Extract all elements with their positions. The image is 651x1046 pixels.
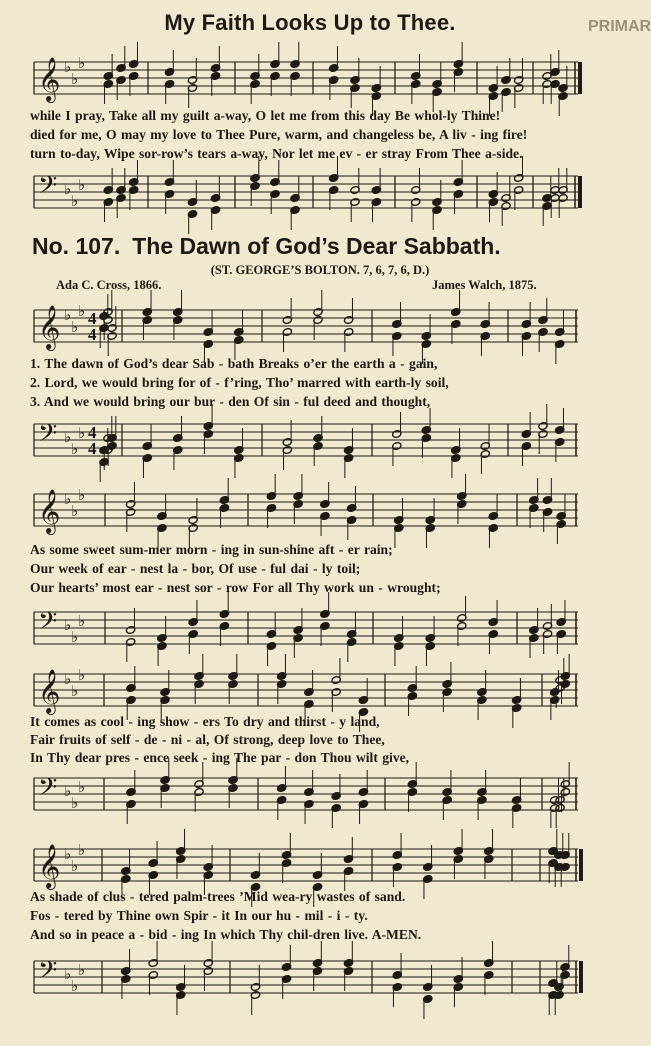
key-flat: ♭ bbox=[78, 961, 86, 979]
previous-hymn-title: My Faith Looks Up to Thee. bbox=[164, 10, 456, 35]
bass-clef: 𝄢 bbox=[38, 607, 58, 642]
key-flat: ♭ bbox=[71, 318, 79, 336]
time-signature: 4 bbox=[88, 325, 97, 344]
lyric-verse-2: 2. Lord, we would bring for of - f’ring, Tho’ marred with earth-ly soil, bbox=[30, 375, 449, 390]
lyric-verse-2: Fair fruits of self - de - ni - al, Of strong, deep love to Thee, bbox=[30, 732, 385, 747]
treble-clef: 𝄞 bbox=[38, 305, 61, 349]
key-flat: ♭ bbox=[71, 682, 79, 700]
treble-clef: 𝄞 bbox=[38, 844, 61, 888]
treble-staff bbox=[30, 48, 590, 108]
key-flat: ♭ bbox=[64, 782, 72, 800]
lyric-verse-2: Fos - tered by Thine own Spir - it In our hu - mil - i - ty. bbox=[30, 908, 368, 923]
key-flat: ♭ bbox=[64, 845, 72, 863]
key-flat: ♭ bbox=[64, 965, 72, 983]
key-flat: ♭ bbox=[78, 54, 86, 72]
key-flat: ♭ bbox=[71, 440, 79, 458]
key-flat: ♭ bbox=[71, 628, 79, 646]
key-flat: ♭ bbox=[78, 841, 86, 859]
music-system bbox=[30, 835, 590, 1035]
key-flat: ♭ bbox=[64, 306, 72, 324]
lyric-verse-3: In Thy dear pres - ence seek - ing The par - don Thou wilt give, bbox=[30, 750, 410, 765]
hymn-number: No. 107. bbox=[32, 233, 121, 259]
hymn-heading bbox=[32, 233, 612, 260]
key-flat: ♭ bbox=[71, 70, 79, 88]
key-flat: ♭ bbox=[71, 977, 79, 995]
bass-staff bbox=[30, 410, 590, 472]
lyricist-credit: Ada C. Cross, 1866. bbox=[56, 278, 162, 292]
lyric-verse-2: Our week of ear - nest la - bor, Of use - ful dai - ly toil; bbox=[30, 561, 361, 576]
music-system bbox=[30, 480, 590, 665]
time-signature: 4 bbox=[88, 309, 97, 328]
lyric-verse-3: turn to-day, Wipe sor-row’s tears a-way, Nor let me ev - er stray From Thee a-side. bbox=[30, 146, 523, 161]
treble-clef: 𝄞 bbox=[38, 57, 61, 101]
key-flat: ♭ bbox=[64, 490, 72, 508]
key-flat: ♭ bbox=[78, 778, 86, 796]
treble-clef: 𝄞 bbox=[38, 489, 61, 533]
treble-staff bbox=[30, 296, 590, 358]
bass-staff bbox=[30, 764, 590, 826]
lyric-verse-1: 1. The dawn of God’s dear Sab - bath Breaks o’er the earth a - gain, bbox=[30, 356, 438, 371]
hymn-title: The Dawn of God’s Dear Sabbath. bbox=[132, 233, 501, 259]
treble-staff bbox=[30, 660, 590, 722]
key-flat: ♭ bbox=[78, 666, 86, 684]
bass-staff bbox=[30, 598, 590, 660]
music-system bbox=[30, 660, 590, 845]
key-flat: ♭ bbox=[64, 428, 72, 446]
key-flat: ♭ bbox=[71, 794, 79, 812]
key-flat: ♭ bbox=[71, 192, 79, 210]
music-system bbox=[30, 296, 590, 481]
bass-clef: 𝄢 bbox=[38, 956, 58, 991]
time-signature: 4 bbox=[88, 423, 97, 442]
key-flat: ♭ bbox=[64, 180, 72, 198]
tune-name: (ST. GEORGE’S BOLTON. 7, 6, 7, 6, D.) bbox=[210, 263, 430, 277]
bass-clef: 𝄢 bbox=[38, 419, 58, 454]
treble-staff bbox=[30, 480, 590, 542]
key-flat: ♭ bbox=[71, 502, 79, 520]
final-bar bbox=[579, 961, 583, 993]
bass-clef: 𝄢 bbox=[38, 773, 58, 808]
bass-staff bbox=[30, 162, 590, 222]
final-bar bbox=[578, 62, 582, 94]
key-flat: ♭ bbox=[71, 857, 79, 875]
key-flat: ♭ bbox=[78, 176, 86, 194]
lyric-verse-1: As some sweet sum-mer morn - ing in sun-shine aft - er rain; bbox=[30, 542, 393, 557]
bass-staff bbox=[30, 947, 590, 1009]
lyric-verse-1: As shade of clus - tered palm-trees ’Mid wea-ry wastes of sand. bbox=[30, 889, 406, 904]
key-flat: ♭ bbox=[78, 302, 86, 320]
final-bar bbox=[579, 849, 583, 881]
page-edge-text: PRIMAR bbox=[588, 18, 651, 35]
treble-staff bbox=[30, 835, 590, 897]
lyric-verse-3: 3. And we would bring our bur - den Of sin - ful deed and thought, bbox=[30, 394, 431, 409]
music-system bbox=[30, 48, 590, 218]
lyric-verse-1: while I pray, Take all my guilt a-way, O let me from this day Be whol-ly Thine! bbox=[30, 108, 501, 123]
final-bar bbox=[578, 176, 582, 208]
key-flat: ♭ bbox=[78, 424, 86, 442]
lyric-verse-3: And so in peace a - bid - ing In which Thy chil-dren live. A-MEN. bbox=[30, 927, 422, 942]
key-flat: ♭ bbox=[78, 486, 86, 504]
lyric-verse-3: Our hearts’ most ear - nest sor - row For all Thy work un - wrought; bbox=[30, 580, 441, 595]
key-flat: ♭ bbox=[64, 616, 72, 634]
key-flat: ♭ bbox=[78, 612, 86, 630]
key-flat: ♭ bbox=[64, 58, 72, 76]
key-flat: ♭ bbox=[64, 670, 72, 688]
lyric-verse-2: died for me, O may my love to Thee Pure, warm, and changeless be, A liv - ing fire! bbox=[30, 127, 528, 142]
bass-clef: 𝄢 bbox=[38, 171, 58, 206]
lyric-verse-1: It comes as cool - ing show - ers To dry and thirst - y land, bbox=[30, 714, 380, 729]
time-signature: 4 bbox=[88, 439, 97, 458]
treble-clef: 𝄞 bbox=[38, 669, 61, 713]
composer-credit: James Walch, 1875. bbox=[432, 278, 537, 292]
